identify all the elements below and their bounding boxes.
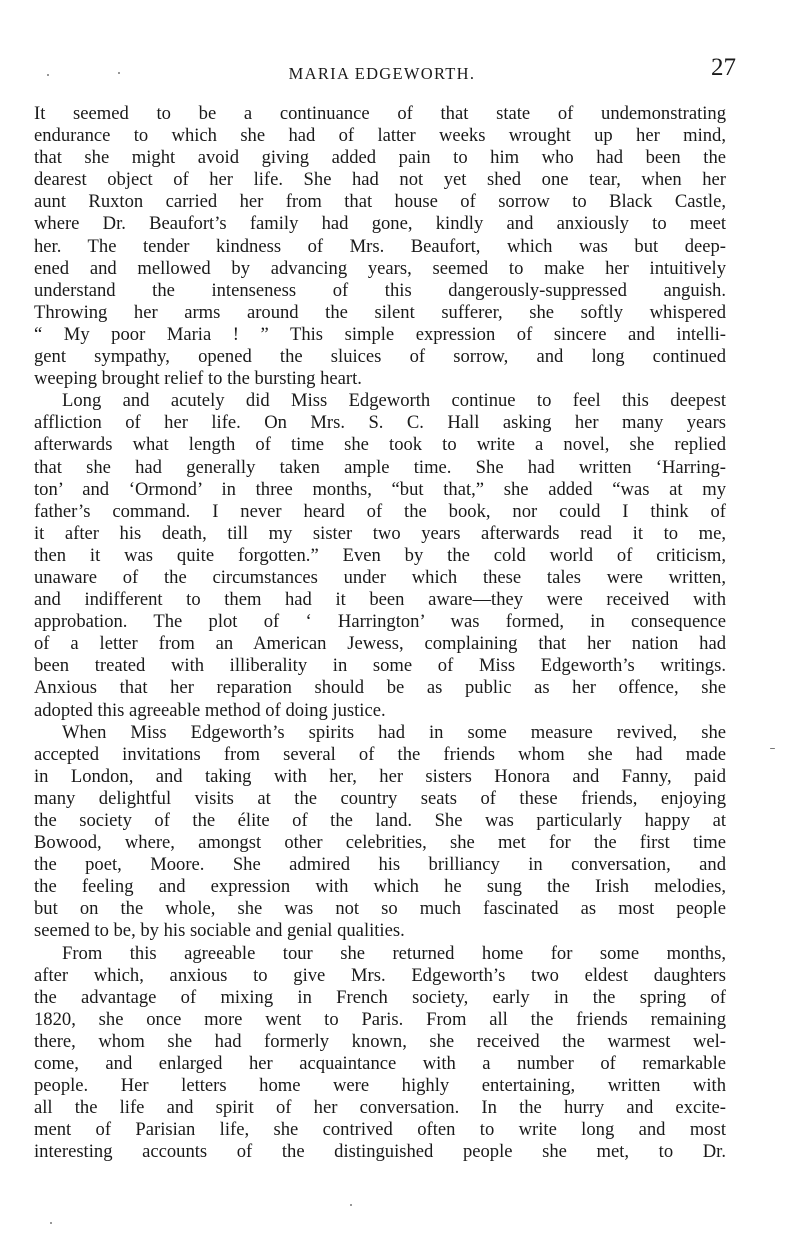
text-line: ment of Parisian life, she contrived often to write long and most (34, 1119, 726, 1141)
text-line: many delightful visits at the country seats of these friends, enjoying (34, 787, 726, 809)
text-line: in London, and taking with her, her sisters Honora and Fanny, paid (34, 765, 726, 787)
text-line: father’s command. I never heard of the book, nor could I think of (34, 500, 726, 522)
text-line: all the life and spirit of her conversation. In the hurry and excite- (34, 1097, 726, 1119)
running-head (32, 54, 736, 88)
text-line: it after his death, till my sister two years afterwards read it to me, (34, 522, 726, 544)
text-line: 1820, she once more went to Paris. From all the friends remaining (34, 1008, 726, 1030)
text-line: unaware of the circumstances under which these tales were written, (34, 566, 726, 588)
print-speck (50, 1222, 52, 1224)
text-line: When Miss Edgeworth’s spirits had in some measure revived, she (62, 721, 726, 743)
text-line: afterwards what length of time she took to write a novel, she replied (34, 434, 726, 456)
text-line: but on the whole, she was not so much fascinated as most people (34, 898, 726, 920)
text-line: Anxious that her reparation should be as public as her offence, she (34, 677, 726, 699)
text-line: accepted invitations from several of the friends whom she had made (34, 743, 726, 765)
text-line: that she had generally taken ample time. She had written ‘Harring- (34, 456, 726, 478)
page-number: 27 (711, 54, 736, 81)
text-line: after which, anxious to give Mrs. Edgeworth’s two eldest daughters (34, 964, 726, 986)
text-line: dearest object of her life. She had not yet shed one tear, when her (34, 169, 726, 191)
text-line: interesting accounts of the distinguished people she met, to Dr. (34, 1141, 726, 1163)
text-line: there, whom she had formerly known, she received the warmest wel- (34, 1030, 726, 1052)
print-speck (118, 72, 120, 74)
text-line: From this agreeable tour she returned home for some months, (62, 942, 726, 964)
text-line: adopted this agreeable method of doing justice. (34, 699, 386, 721)
text-line: that she might avoid giving added pain to him who had been the (34, 147, 726, 169)
text-line: and indifferent to them had it been aware—they were received with (34, 589, 726, 611)
print-speck (770, 748, 775, 749)
text-line: been treated with illiberality in some of Miss Edgeworth’s writings. (34, 655, 726, 677)
text-line: her. The tender kindness of Mrs. Beaufort, which was but deep- (34, 235, 726, 257)
running-title: MARIA EDGEWORTH. (288, 64, 476, 83)
text-line: then it was quite forgotten.” Even by the cold world of criticism, (34, 544, 726, 566)
text-line: weeping brought relief to the bursting heart. (34, 368, 362, 390)
text-line: ton’ and ‘Ormond’ in three months, “but that,” she added “was at my (34, 478, 726, 500)
text-line: Long and acutely did Miss Edgeworth continue to feel this deepest (62, 390, 726, 412)
text-line: of a letter from an American Jewess, complaining that her nation had (34, 633, 726, 655)
text-line: seemed to be, by his sociable and genial qualities. (34, 920, 405, 942)
text-line: where Dr. Beaufort’s family had gone, kindly and anxiously to meet (34, 213, 726, 235)
text-line: ened and mellowed by advancing years, seemed to make her intuitively (34, 257, 726, 279)
text-line: Throwing her arms around the silent sufferer, she softly whispered (34, 301, 726, 323)
text-line: people. Her letters home were highly entertaining, written with (34, 1075, 726, 1097)
print-speck (350, 1204, 352, 1206)
text-line: approbation. The plot of ‘ Harrington’ was formed, in consequence (34, 611, 726, 633)
text-line: gent sympathy, opened the sluices of sorrow, and long continued (34, 346, 726, 368)
text-line: endurance to which she had of latter weeks wrought up her mind, (34, 125, 726, 147)
text-line: “ My poor Maria ! ” This simple expression of sincere and intelli- (34, 323, 726, 345)
text-line: the poet, Moore. She admired his brilliancy in conversation, and (34, 854, 726, 876)
text-line: aunt Ruxton carried her from that house of sorrow to Black Castle, (34, 191, 726, 213)
text-line: the society of the élite of the land. She was particularly happy at (34, 810, 726, 831)
text-line: come, and enlarged her acquaintance with a number of remarkable (34, 1053, 726, 1075)
body-text (34, 103, 726, 1164)
print-speck (47, 74, 49, 76)
text-line: understand the intenseness of this dangerously-suppressed anguish. (34, 279, 726, 301)
text-line: affliction of her life. On Mrs. S. C. Hall asking her many years (34, 412, 726, 434)
text-line: It seemed to be a continuance of that state of undemonstrating (34, 103, 726, 124)
text-line: the feeling and expression with which he sung the Irish melodies, (34, 876, 726, 898)
text-line: the advantage of mixing in French society, early in the spring of (34, 986, 726, 1008)
text-line: Bowood, where, amongst other celebrities, she met for the first time (34, 832, 726, 854)
